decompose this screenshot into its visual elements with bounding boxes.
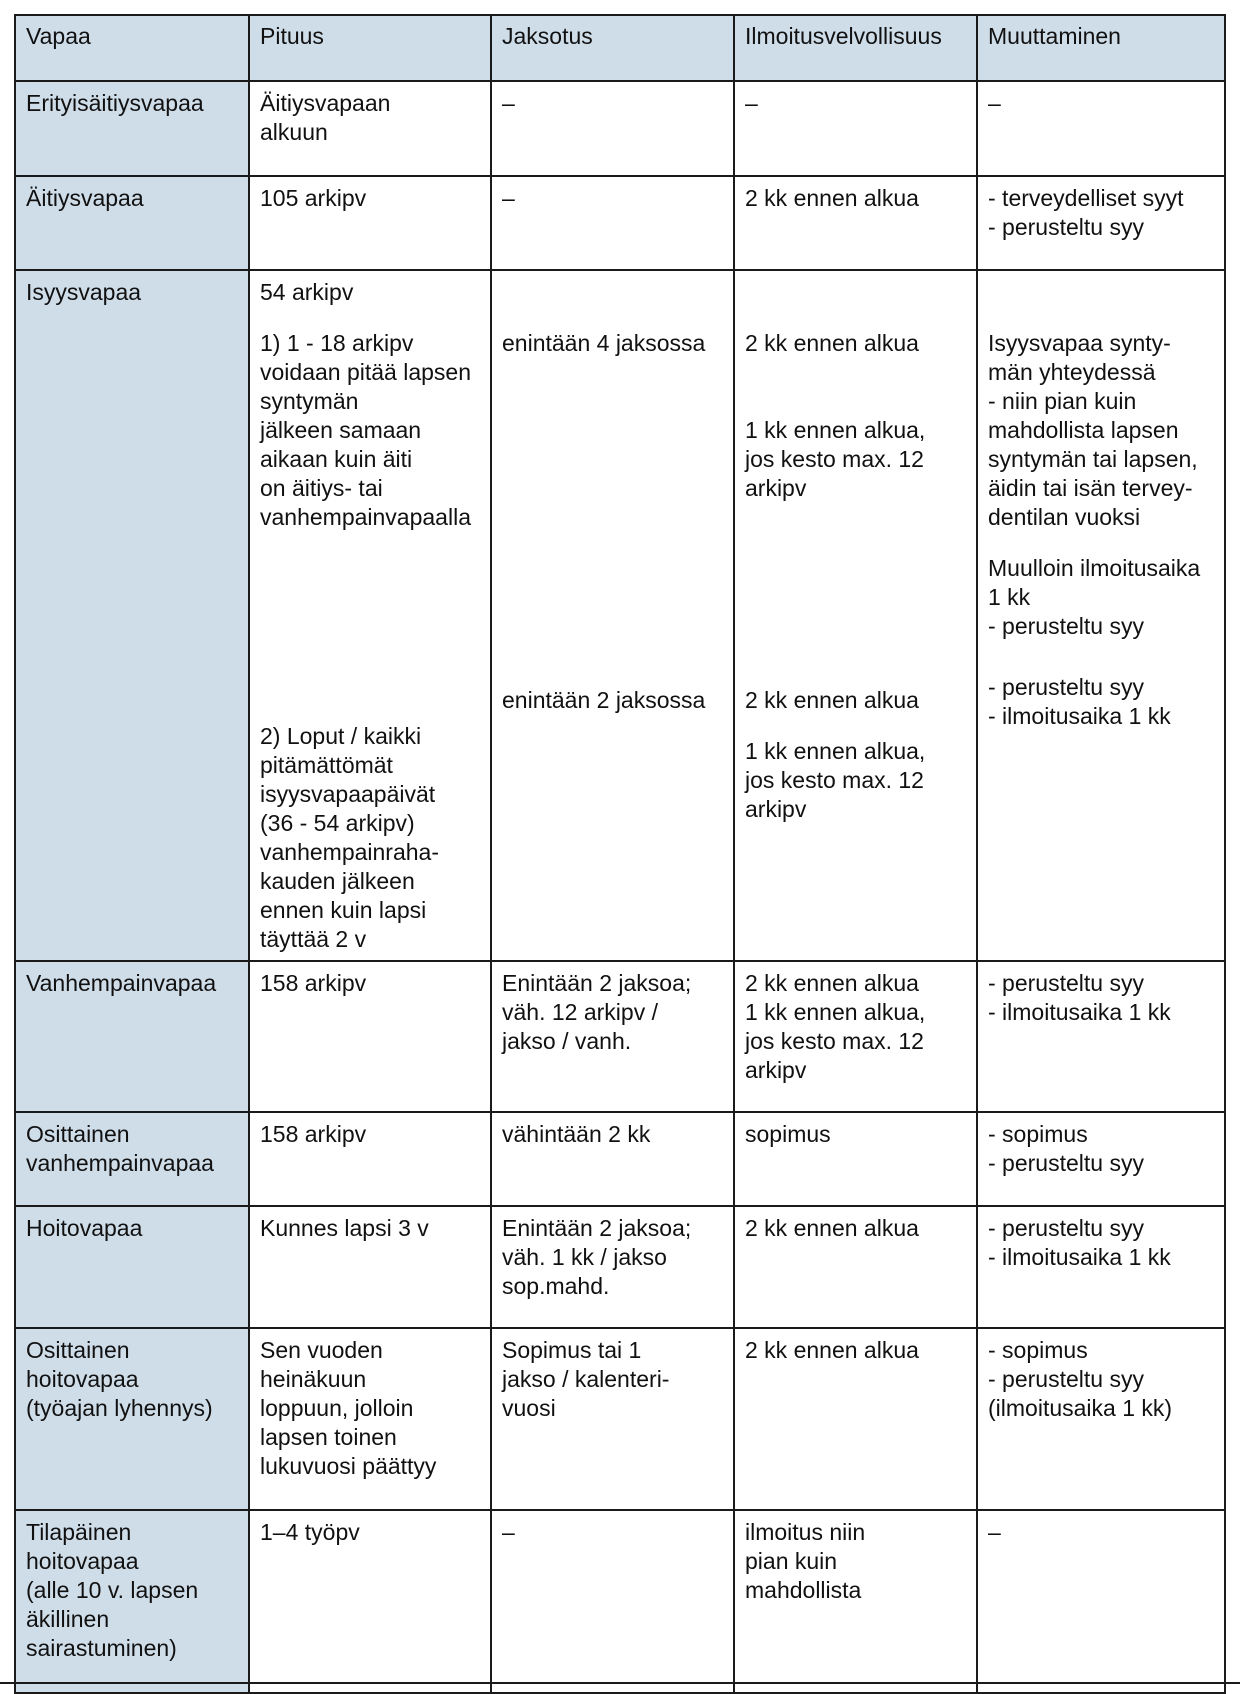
cell-jaksotus: – [491,1510,734,1693]
cell-ilmoitus [734,270,977,961]
cell-jaksotus: – [491,81,734,176]
cell-vapaa: Erityisäitiysvapaa [15,81,249,176]
table-row [15,1206,1225,1328]
cell-muuttaminen: - perusteltu syy - ilmoitusaika 1 kk [977,1206,1225,1328]
header-vapaa: Vapaa [15,15,249,81]
cell-pituus [249,270,491,961]
ilmoitus-part-1b: 1 kk ennen alkua, jos kesto max. 12 arkipv [745,417,926,501]
cell-jaksotus: Enintään 2 jaksoa; väh. 1 kk / jakso sop.mahd. [491,1206,734,1328]
cell-ilmoitus: – [734,81,977,176]
cell-ilmoitus: ilmoitus niin pian kuin mahdollista [734,1510,977,1693]
cell-pituus: 158 arkipv [249,1112,491,1206]
cell-pituus: 1–4 työpv [249,1510,491,1693]
pituus-part-1: 1) 1 - 18 arkipv voidaan pitää lapsen syntymän jälkeen samaan aikaan kuin äiti on äitiys- tai vanhempainvapaalla [260,330,471,530]
cell-muuttaminen: – [977,1510,1225,1693]
muuttaminen-part-1b: Muulloin ilmoitusaika 1 kk - perusteltu syy [988,555,1201,639]
table-row [15,270,1225,961]
cell-muuttaminen: - perusteltu syy - ilmoitusaika 1 kk [977,961,1225,1112]
cell-vapaa: Isyysvapaa [15,270,249,961]
ilmoitus-part-2a: 2 kk ennen alkua [745,687,919,713]
cell-muuttaminen: - sopimus - perusteltu syy [977,1112,1225,1206]
cell-vapaa: Osittainen vanhempainvapaa [15,1112,249,1206]
cell-vapaa: Hoitovapaa [15,1206,249,1328]
cell-jaksotus: Sopimus tai 1 jakso / kalenteri- vuosi [491,1328,734,1510]
cell-ilmoitus: sopimus [734,1112,977,1206]
jaksotus-part-1: enintään 4 jaksossa [502,330,706,356]
cell-jaksotus [491,270,734,961]
cell-vapaa: Äitiysvapaa [15,176,249,270]
muuttaminen-part-2: - perusteltu syy - ilmoitusaika 1 kk [988,674,1171,729]
cell-pituus: Sen vuoden heinäkuun loppuun, jolloin lapsen toinen lukuvuosi päättyy [249,1328,491,1510]
leave-table [14,14,1226,1694]
bottom-divider [0,1682,1240,1684]
table-row [15,81,1225,176]
cell-muuttaminen [977,270,1225,961]
cell-muuttaminen: - sopimus - perusteltu syy (ilmoitusaika 1 kk) [977,1328,1225,1510]
cell-muuttaminen: – [977,81,1225,176]
pituus-intro: 54 arkipv [260,279,354,305]
table-row [15,1328,1225,1510]
cell-jaksotus: – [491,176,734,270]
cell-pituus: Äitiysvapaan alkuun [249,81,491,176]
cell-ilmoitus: 2 kk ennen alkua [734,1206,977,1328]
header-jaksotus: Jaksotus [491,15,734,81]
jaksotus-part-2: enintään 2 jaksossa [502,687,706,713]
table-row [15,176,1225,270]
muuttaminen-part-1a: Isyysvapaa synty- män yhteydessä - niin pian kuin mahdollista lapsen syntymän tai lapsen, äidin tai isän tervey- dentilan vuoksi [988,330,1198,530]
cell-jaksotus: Enintään 2 jaksoa; väh. 12 arkipv / jakso / vanh. [491,961,734,1112]
cell-jaksotus: vähintään 2 kk [491,1112,734,1206]
table-row [15,1112,1225,1206]
cell-ilmoitus: 2 kk ennen alkua [734,176,977,270]
table-row [15,1510,1225,1693]
pituus-part-2: 2) Loput / kaikki pitämättömät isyysvapaapäivät (36 - 54 arkipv) vanhempainraha- kauden jälkeen ennen kuin lapsi täyttää 2 v [260,723,440,952]
cell-vapaa: Tilapäinen hoitovapaa (alle 10 v. lapsen äkillinen sairastuminen) [15,1510,249,1693]
cell-vapaa: Vanhempainvapaa [15,961,249,1112]
cell-ilmoitus: 2 kk ennen alkua 1 kk ennen alkua, jos kesto max. 12 arkipv [734,961,977,1112]
cell-muuttaminen: - terveydelliset syyt - perusteltu syy [977,176,1225,270]
ilmoitus-part-2b: 1 kk ennen alkua, jos kesto max. 12 arkipv [745,738,926,822]
cell-pituus: 105 arkipv [249,176,491,270]
table-row [15,961,1225,1112]
ilmoitus-part-1a: 2 kk ennen alkua [745,330,919,356]
header-ilmoitusvelvollisuus: Ilmoitusvelvollisuus [734,15,977,81]
header-muuttaminen: Muuttaminen [977,15,1225,81]
cell-pituus: Kunnes lapsi 3 v [249,1206,491,1328]
cell-pituus: 158 arkipv [249,961,491,1112]
cell-vapaa: Osittainen hoitovapaa (työajan lyhennys) [15,1328,249,1510]
cell-ilmoitus: 2 kk ennen alkua [734,1328,977,1510]
header-pituus: Pituus [249,15,491,81]
header-row [15,15,1225,81]
